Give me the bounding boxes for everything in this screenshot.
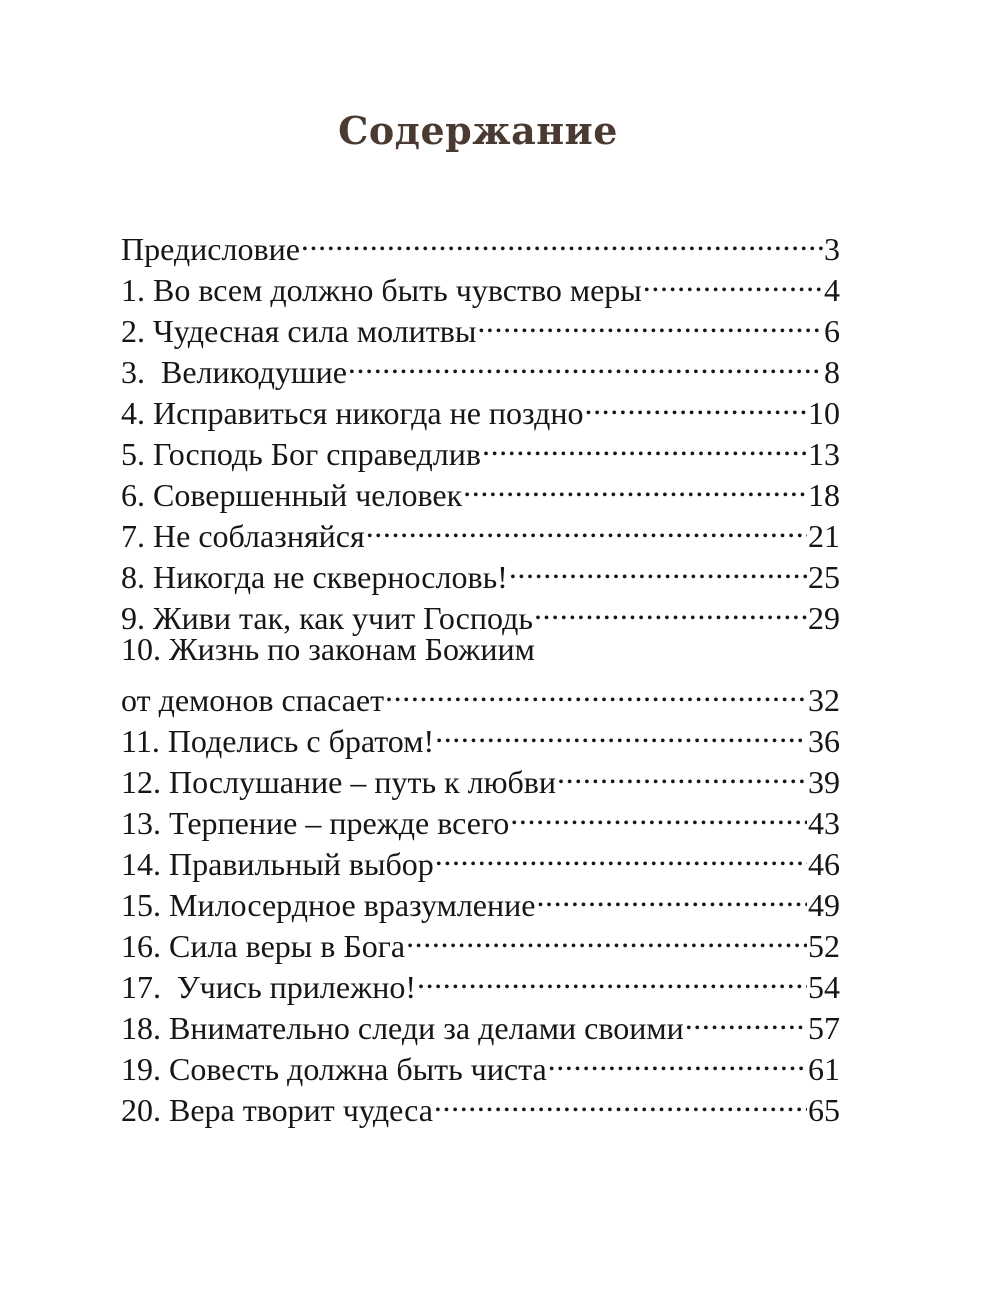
toc-page-number: 13 [808,436,840,472]
toc-line [121,547,840,595]
toc-entry-title: 12. Послушание – путь к любви [121,764,557,800]
dot-leader [509,547,807,588]
toc-entry-title: 16. Сила веры в Бога [121,928,406,964]
toc-line [121,588,840,636]
toc-line [121,998,840,1046]
toc-entry [121,998,840,1046]
dot-leader [584,383,807,424]
toc-entry-title: 1. Во всем должно быть чувство меры [121,272,642,308]
toc-line [121,629,840,670]
toc-entry-title: 4. Исправиться никогда не поздно [121,395,584,431]
dot-leader [534,588,807,629]
toc-line [121,301,840,349]
toc-entry [121,957,840,1005]
dot-leader [406,916,807,957]
toc-entry [121,1080,840,1128]
toc-line [121,711,840,759]
toc-line [121,260,840,308]
toc-entry-title: Предисловие [121,231,300,267]
dot-leader [510,793,807,834]
toc-entry-multiline [121,629,840,718]
dot-leader [536,875,807,916]
toc-entry [121,383,840,431]
toc-entry [121,506,840,554]
toc-line [121,1039,840,1087]
page-title: Содержание [338,108,618,153]
toc-page-number: 21 [808,518,840,554]
dot-leader [435,834,807,875]
toc-page-number: 65 [808,1092,840,1128]
toc-entry-title: 17. Учись прилежно! [121,969,416,1005]
toc-entry-title-line1: 10. Жизнь по законам Божиим [121,631,535,667]
toc-line [121,834,840,882]
toc-page-number: 18 [808,477,840,513]
toc-entry [121,219,840,267]
dot-leader [482,424,807,465]
dot-leader [643,260,823,301]
dot-leader [417,957,807,998]
toc-line [121,875,840,923]
toc-entry-title: 8. Никогда не сквернословь! [121,559,508,595]
toc-page-number: 10 [808,395,840,431]
dot-leader [348,342,823,383]
toc-page-number: 36 [808,723,840,759]
toc-entry [121,342,840,390]
toc-line [121,793,840,841]
toc-entry-title: 7. Не соблазняйся [121,518,365,554]
toc-line [121,219,840,267]
dot-leader [366,506,807,547]
toc-line [121,465,840,513]
toc-entry [121,465,840,513]
toc-page-number: 29 [808,600,840,636]
toc-entry [121,752,840,800]
dot-leader [477,301,823,342]
toc-entry [121,424,840,472]
toc-line [121,1080,840,1128]
dot-leader [301,219,823,260]
toc-entry [121,916,840,964]
toc-entry-title: 2. Чудесная сила молитвы [121,313,477,349]
toc-page-number: 32 [808,682,840,718]
toc-page-number: 49 [808,887,840,923]
toc-page-number: 57 [808,1010,840,1046]
toc-page-number: 8 [824,354,840,390]
toc-entry-title: 9. Живи так, как учит Господь [121,600,533,636]
dot-leader [385,670,807,711]
toc-page-number: 3 [824,231,840,267]
toc-page-number: 46 [808,846,840,882]
toc-line [121,424,840,472]
toc-entry-title: 13. Терпение – прежде всего [121,805,510,841]
toc-entry [121,1039,840,1087]
toc-line [121,670,840,718]
dot-leader [557,752,807,793]
toc-line [121,752,840,800]
dot-leader [434,1080,807,1121]
toc-line [121,957,840,1005]
toc-entry-title: 18. Внимательно следи за делами своими [121,1010,684,1046]
dot-leader [435,711,807,752]
toc-entry-title: 19. Совесть должна быть чиста [121,1051,547,1087]
toc-line [121,383,840,431]
toc-entry [121,588,840,636]
toc-entry-title: 11. Поделись с братом! [121,723,435,759]
toc-page-number: 4 [824,272,840,308]
dot-leader [685,998,807,1039]
toc-page-number: 61 [808,1051,840,1087]
toc-line [121,916,840,964]
dot-leader [463,465,807,506]
toc-entry [121,301,840,349]
toc-page-number: 39 [808,764,840,800]
toc-entry [121,260,840,308]
toc-entry [121,711,840,759]
toc-entry [121,547,840,595]
toc-entry-title: 6. Совершенный человек [121,477,463,513]
toc-entry [121,875,840,923]
toc-entry-title: 14. Правильный выбор [121,846,434,882]
dot-leader [548,1039,807,1080]
toc-entry-title: 5. Господь Бог справедлив [121,436,481,472]
toc-page-number: 25 [808,559,840,595]
toc-page-number: 6 [824,313,840,349]
toc-page-number: 54 [808,969,840,1005]
toc-entry-title-line2: от демонов спасает [121,682,385,718]
toc-entry-title: 15. Милосердное вразумление [121,887,536,923]
toc-entry [121,834,840,882]
table-of-contents [121,219,840,1128]
toc-page-number: 52 [808,928,840,964]
toc-entry [121,793,840,841]
toc-entry-title: 20. Вера творит чудеса [121,1092,433,1128]
toc-page-number: 43 [808,805,840,841]
toc-line [121,342,840,390]
toc-line [121,506,840,554]
toc-entry-title: 3. Великодушие [121,354,347,390]
